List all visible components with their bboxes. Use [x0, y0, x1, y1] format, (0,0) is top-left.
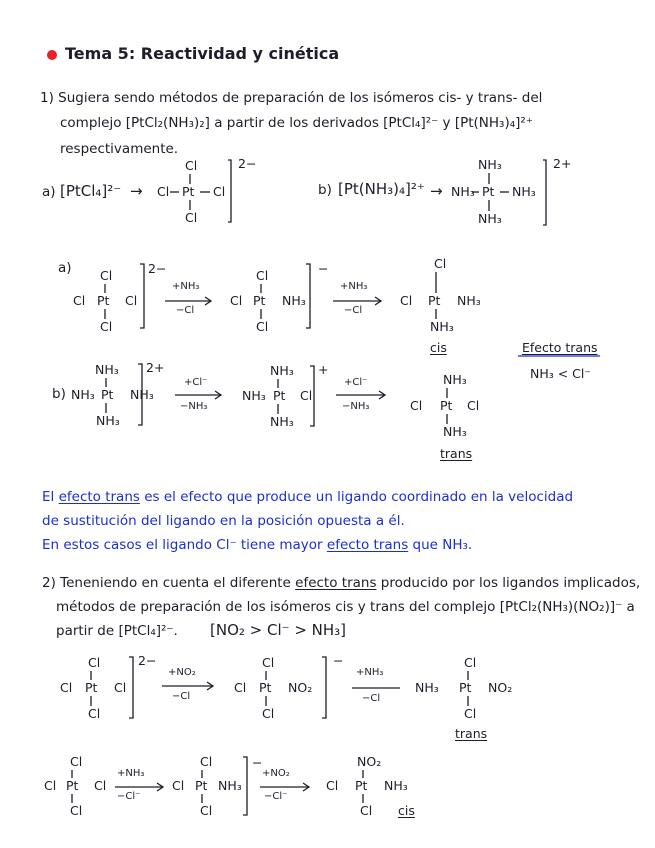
atom-nh3: NH₃ — [415, 680, 439, 695]
product-label-cis: cis — [430, 340, 447, 355]
overview-b-complex: [Pt(NH₃)₄]²⁺ — [338, 180, 425, 198]
atom-cl: Cl — [200, 803, 213, 818]
charge-label: 2+ — [146, 360, 165, 375]
atom-pt: Pt — [195, 778, 208, 793]
step-reagent: +NH₃ — [356, 667, 384, 678]
charge-label: − — [333, 653, 344, 668]
atom-cl: Cl — [73, 293, 86, 308]
step-leaving: −Cl⁻ — [264, 791, 288, 802]
q2-line3: partir de [PtCl₄]²⁻. — [56, 623, 178, 639]
atom-nh3: NH₃ — [282, 293, 306, 308]
atom-cl: Cl — [262, 706, 275, 721]
atom-cl: Cl — [434, 256, 447, 271]
charge-label: + — [318, 362, 329, 377]
charge-label: 2− — [148, 261, 167, 276]
overview-a-label: a) — [42, 184, 56, 200]
atom-nh3: NH₃ — [384, 778, 408, 793]
atom-cl: Cl — [256, 268, 269, 283]
step-leaving: −Cl — [172, 691, 191, 702]
atom-pt: Pt — [440, 398, 453, 413]
reaction-arrow-icon: → — [430, 182, 443, 200]
atom-cl: Cl — [262, 655, 275, 670]
atom-nh3: NH₃ — [218, 778, 242, 793]
atom-nh3: NH₃ — [478, 157, 502, 172]
step-reagent: +NH₃ — [117, 768, 145, 779]
atom-cl: Cl — [70, 754, 83, 769]
reaction-arrow-icon: → — [130, 182, 143, 200]
step-reagent: +NO₂ — [168, 667, 196, 678]
charge-label: 2− — [238, 156, 257, 171]
step-reagent: +Cl⁻ — [344, 377, 368, 388]
q2-line1: 2) Teneniendo en cuenta el diferente efecto trans producido por los ligandos implicados, — [42, 575, 641, 591]
atom-pt: Pt — [482, 184, 495, 199]
atom-nh3: NH₃ — [242, 388, 266, 403]
atom-pt: Pt — [428, 293, 441, 308]
atom-pt: Pt — [459, 680, 472, 695]
atom-pt: Pt — [85, 680, 98, 695]
atom-nh3: NH₃ — [443, 372, 467, 387]
step-leaving: −NH₃ — [342, 401, 370, 412]
atom-no2: NO₂ — [288, 680, 313, 695]
atom-cl: Cl — [326, 778, 339, 793]
atom-nh3: NH₃ — [270, 363, 294, 378]
atom-cl: Cl — [300, 388, 313, 403]
atom-pt: Pt — [182, 184, 195, 199]
trans-series: [NO₂ > Cl⁻ > NH₃] — [210, 621, 347, 639]
atom-nh3: NH₃ — [130, 387, 154, 402]
charge-label: − — [318, 261, 329, 276]
charge-label: 2− — [138, 653, 157, 668]
atom-cl: Cl — [464, 655, 477, 670]
atom-nh3: NH₃ — [96, 413, 120, 428]
atom-cl: Cl — [88, 655, 101, 670]
atom-pt: Pt — [66, 778, 79, 793]
atom-nh3: NH₃ — [95, 362, 119, 377]
q2-line2: métodos de preparación de los isómeros cis y trans del complejo [PtCl₂(NH₃)(NO₂)]⁻ a — [56, 599, 635, 615]
atom-cl: Cl — [70, 803, 83, 818]
atom-cl: Cl — [234, 680, 247, 695]
explanation-line2: de sustitución del ligando en la posición opuesta a él. — [42, 513, 405, 529]
overview-b-label: b) — [318, 182, 332, 198]
atom-nh3: NH₃ — [457, 293, 481, 308]
atom-cl: Cl — [200, 754, 213, 769]
atom-cl: Cl — [256, 319, 269, 334]
overview-a-complex: [PtCl₄]²⁻ — [60, 182, 122, 200]
atom-cl: Cl — [172, 778, 185, 793]
atom-no2: NO₂ — [488, 680, 513, 695]
atom-pt: Pt — [273, 388, 286, 403]
atom-pt: Pt — [253, 293, 266, 308]
q1-line3: respectivamente. — [60, 141, 179, 157]
atom-cl: Cl — [467, 398, 480, 413]
page-title: Tema 5: Reactividad y cinética — [65, 44, 340, 63]
atom-no2: NO₂ — [357, 754, 382, 769]
atom-cl: Cl — [464, 706, 477, 721]
step-reagent: +Cl⁻ — [184, 377, 208, 388]
product-label-trans: trans — [440, 446, 473, 461]
atom-cl: Cl — [400, 293, 413, 308]
charge-label: − — [252, 755, 263, 770]
trans-effect-heading: Efecto trans — [522, 340, 598, 355]
atom-cl: Cl — [157, 184, 170, 199]
step-leaving: −Cl — [344, 305, 363, 316]
atom-nh3: NH₃ — [451, 184, 475, 199]
atom-nh3: NH₃ — [430, 319, 454, 334]
step-reagent: +NH₃ — [340, 281, 368, 292]
product-label-trans: trans — [455, 726, 488, 741]
atom-pt: Pt — [97, 293, 110, 308]
atom-nh3: NH₃ — [478, 211, 502, 226]
atom-cl: Cl — [410, 398, 423, 413]
charge-label: 2+ — [553, 156, 572, 171]
atom-nh3: NH₃ — [270, 414, 294, 429]
atom-pt: Pt — [355, 778, 368, 793]
route-b-label: b) — [52, 386, 66, 402]
step-leaving: −Cl — [362, 693, 381, 704]
step-leaving: −NH₃ — [180, 401, 208, 412]
atom-cl: Cl — [185, 210, 198, 225]
atom-cl: Cl — [230, 293, 243, 308]
atom-cl: Cl — [100, 319, 113, 334]
atom-cl: Cl — [213, 184, 226, 199]
atom-cl: Cl — [360, 803, 373, 818]
atom-pt: Pt — [101, 387, 114, 402]
atom-cl: Cl — [60, 680, 73, 695]
atom-cl: Cl — [88, 706, 101, 721]
step-reagent: +NO₂ — [262, 768, 290, 779]
step-leaving: −Cl — [176, 305, 195, 316]
explanation-line3: En estos casos el ligando Cl⁻ tiene mayor efecto trans que NH₃. — [42, 537, 473, 553]
atom-cl: Cl — [185, 158, 198, 173]
route-a-label: a) — [58, 260, 72, 276]
q1-line2: complejo [PtCl₂(NH₃)₂] a partir de los derivados [PtCl₄]²⁻ y [Pt(NH₃)₄]²⁺ — [60, 115, 533, 131]
atom-nh3: NH₃ — [512, 184, 536, 199]
atom-cl: Cl — [125, 293, 138, 308]
product-label-cis: cis — [398, 803, 415, 818]
atom-cl: Cl — [114, 680, 127, 695]
explanation-line1: El efecto trans es el efecto que produce un ligando coordinado en la velocidad — [42, 489, 574, 505]
trans-effect-order: NH₃ < Cl⁻ — [530, 366, 591, 381]
atom-pt: Pt — [259, 680, 272, 695]
step-leaving: −Cl⁻ — [117, 791, 141, 802]
atom-cl: Cl — [100, 268, 113, 283]
atom-nh3: NH₃ — [71, 387, 95, 402]
atom-nh3: NH₃ — [443, 424, 467, 439]
atom-cl: Cl — [44, 778, 57, 793]
step-reagent: +NH₃ — [172, 281, 200, 292]
q1-line1: 1) Sugiera sendo métodos de preparación de los isómeros cis- y trans- del — [40, 90, 543, 106]
atom-cl: Cl — [94, 778, 107, 793]
